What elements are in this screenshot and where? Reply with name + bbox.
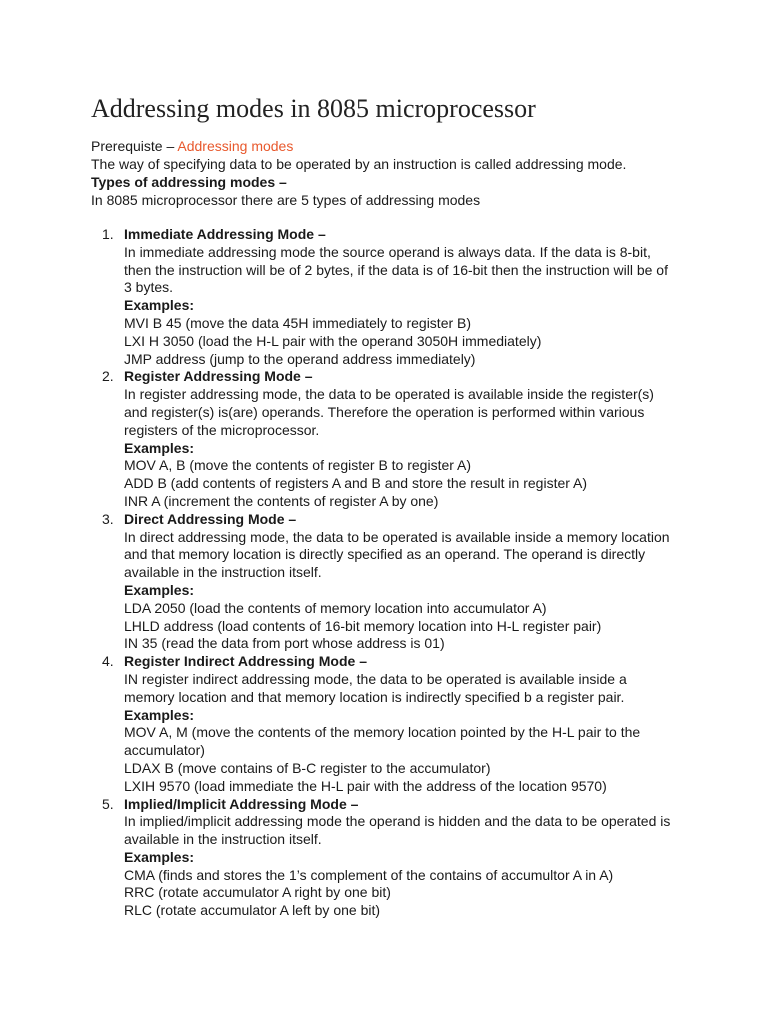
addressing-modes-link[interactable]: Addressing modes [177, 138, 294, 154]
mode-description: In immediate addressing mode the source operand is always data. If the data is 8-bit, then the instruction will be of 2 bytes, if the data is of 16-bit then the instruction will be of 3 bytes. [124, 243, 668, 296]
types-heading [91, 173, 691, 191]
mode-title: Direct Addressing Mode – [124, 510, 297, 527]
mode-number: 1. [102, 226, 114, 242]
mode-description: In implied/implicit addressing mode the operand is hidden and the data to be operated is available in the instruction itself. [124, 813, 671, 848]
examples-list [124, 457, 679, 510]
mode-title: Register Addressing Mode – [124, 368, 313, 385]
page-title: Addressing modes in 8085 microprocessor [91, 94, 536, 123]
prerequisite-label: Prerequiste – [91, 138, 178, 154]
example-item: LDA 2050 (load the contents of memory location into accumulator A) [124, 599, 547, 616]
intro-text: The way of specifying data to be operated by an instruction is called addressing mode. [91, 156, 627, 172]
example-item: LXI H 3050 (load the H-L pair with the operand 3050H immediately) [124, 332, 542, 349]
addressing-mode-item [0, 653, 768, 795]
example-item: MOV A, B (move the contents of register B to register A) [124, 457, 472, 474]
mode-description: In register addressing mode, the data to be operated is available inside the register(s) and register(s) is(are) operands. Therefore the operation is performed within various registers of the microprocessor. [124, 386, 654, 438]
mode-number: 3. [102, 510, 114, 527]
mode-title: Immediate Addressing Mode – [124, 226, 326, 242]
examples-label: Examples: [124, 297, 195, 314]
examples-list [124, 724, 679, 795]
mode-number: 5. [102, 795, 114, 812]
example-item: INR A (increment the contents of register A by one) [124, 492, 439, 509]
mode-description: IN register indirect addressing mode, the data to be operated is available inside a memory location and that memory location is indirectly specified b a register pair. [124, 670, 627, 705]
addressing-mode-item [0, 796, 768, 921]
example-item: ADD B (add contents of registers A and B and store the result in register A) [124, 475, 588, 492]
mode-number: 2. [102, 368, 114, 385]
mode-number: 4. [102, 653, 114, 670]
example-item: RLC (rotate accumulator A left by one bit) [124, 902, 381, 919]
addressing-mode-item [0, 226, 768, 368]
examples-label: Examples: [124, 706, 195, 723]
example-item: RRC (rotate accumulator A right by one bit) [124, 884, 391, 901]
prerequisite-line [91, 137, 691, 155]
addressing-mode-item [0, 368, 768, 510]
example-item: LXIH 9570 (load immediate the H-L pair with the address of the location 9570) [124, 777, 607, 794]
example-item: CMA (finds and stores the 1’s complement of the contains of accumultor A in A) [124, 866, 614, 883]
examples-label: Examples: [124, 581, 195, 598]
types-count-text: In 8085 microprocessor there are 5 types of addressing modes [91, 192, 481, 208]
mode-description: In direct addressing mode, the data to be operated is available inside a memory location and that memory location is directly specified as an operand. The operand is directly available in the instruction itself. [124, 528, 670, 581]
types-heading-text: Types of addressing modes – [91, 174, 287, 190]
example-item: LHLD address (load contents of 16-bit memory location into H-L register pair) [124, 617, 602, 634]
addressing-mode-item [0, 511, 768, 653]
addressing-modes-list [0, 226, 768, 920]
example-item: IN 35 (read the data from port whose address is 01) [124, 635, 445, 652]
example-item: MOV A, M (move the contents of the memory location pointed by the H-L pair to the accumulator) [124, 724, 641, 759]
mode-title: Register Indirect Addressing Mode – [124, 653, 367, 670]
intro-section [91, 137, 691, 209]
examples-label: Examples: [124, 848, 195, 865]
examples-label: Examples: [124, 439, 195, 456]
example-item: MVI B 45 (move the data 45H immediately to register B) [124, 314, 472, 331]
examples-list [124, 867, 679, 920]
example-item: LDAX B (move contains of B-C register to the accumulator) [124, 759, 491, 776]
examples-list [124, 315, 679, 368]
mode-title: Implied/Implicit Addressing Mode – [124, 795, 359, 812]
examples-list [124, 600, 679, 653]
example-item: JMP address (jump to the operand address immediately) [124, 350, 476, 367]
